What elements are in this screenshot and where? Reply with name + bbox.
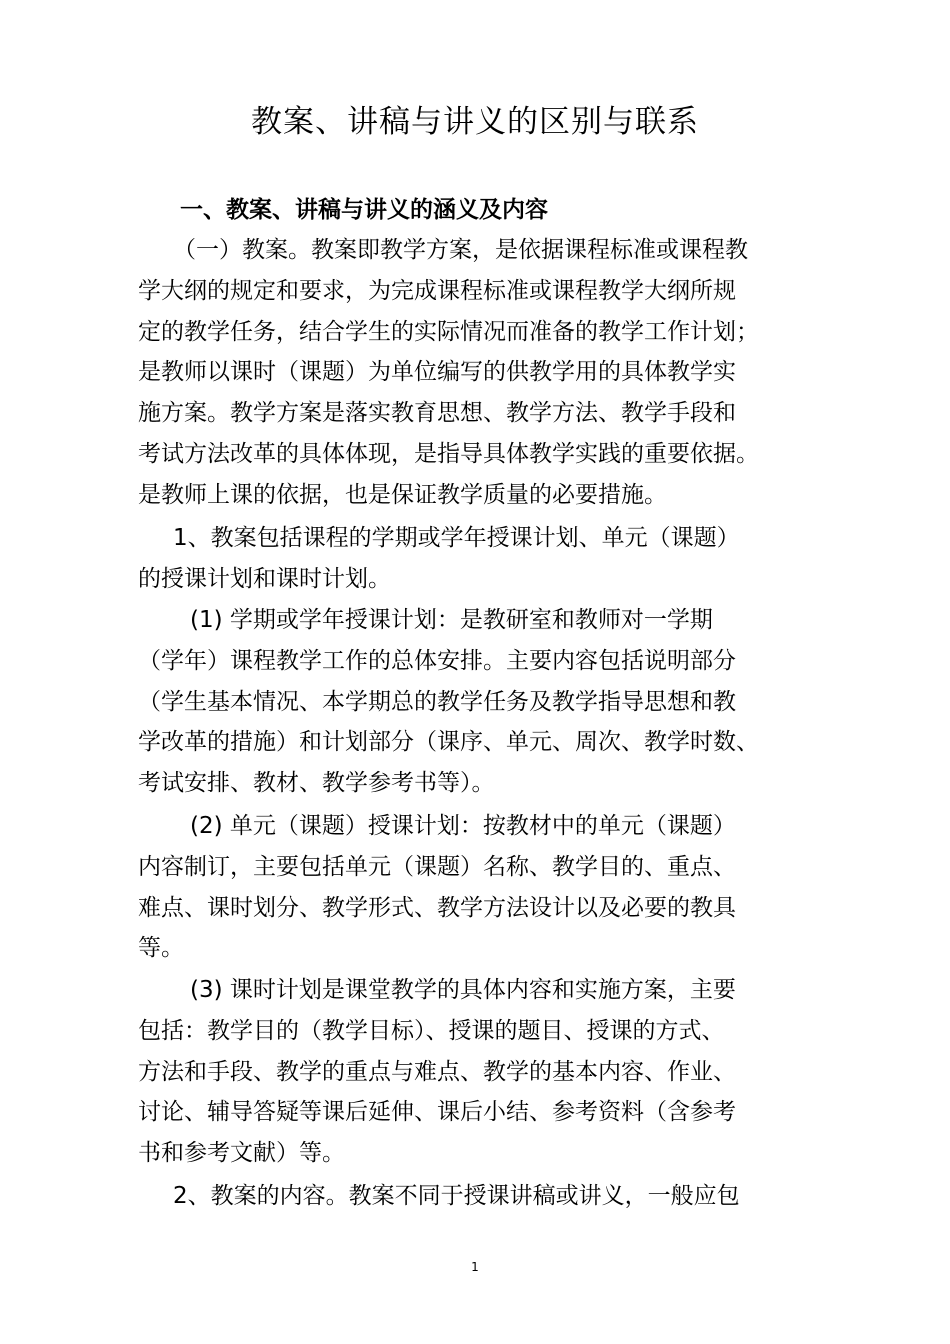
paragraph-line: 考试方法改革的具体体现，是指导具体教学实践的重要依据。: [138, 440, 759, 467]
paragraph-line: 内容制订，主要包括单元（课题）名称、教学目的、重点、: [138, 853, 736, 880]
paragraph-line: 包括：教学目的（教学目标）、授课的题目、授课的方式、: [138, 1017, 725, 1044]
paragraph-line: （学生基本情况、本学期总的教学任务及教学指导思想和教: [138, 688, 736, 715]
paragraph-line: 1、教案包括课程的学期或学年授课计划、单元（课题）: [173, 525, 740, 551]
paragraph-semester-plan: [138, 600, 818, 804]
paragraph-line: 施方案。教学方案是落实教育思想、教学方法、教学手段和: [138, 400, 736, 427]
paragraph-line: (1) 学期或学年授课计划：是教研室和教师对一学期: [190, 607, 713, 633]
paragraph-line: (3) 课时计划是课堂教学的具体内容和实施方案，主要: [190, 977, 736, 1003]
paragraph-line: 是教师以课时（课题）为单位编写的供教学用的具体教学实: [138, 359, 736, 386]
paragraph-teaching-plan-scope: [138, 518, 818, 600]
paragraph-line: 学改革的措施）和计划部分（课序、单元、周次、教学时数、: [138, 729, 759, 756]
paragraph-line: 是教师上课的依据，也是保证教学质量的必要措施。: [138, 481, 667, 508]
paragraph-line: 书和参考文献）等。: [138, 1140, 345, 1167]
paragraph-line: （一）教案。教案即教学方案，是依据课程标准或课程教: [173, 237, 748, 263]
paragraph-line: （学年）课程教学工作的总体安排。主要内容包括说明部分: [138, 647, 736, 674]
paragraph-line: 讨论、辅导答疑等课后延伸、课后小结、参考资料（含参考: [138, 1099, 736, 1126]
paragraph-teaching-plan-definition: [138, 230, 818, 516]
paragraph-line: 考试安排、教材、教学参考书等）。: [138, 770, 495, 797]
paragraph-lesson-plan: [138, 970, 818, 1174]
paragraph-line: 2、教案的内容。教案不同于授课讲稿或讲义，一般应包: [173, 1183, 740, 1209]
document-title: 教案、讲稿与讲义的区别与联系: [251, 104, 699, 140]
paragraph-line: 学大纲的规定和要求，为完成课程标准或课程教学大纲所规: [138, 277, 736, 304]
paragraph-teaching-plan-content: [138, 1176, 818, 1217]
paragraph-line: 定的教学任务，结合学生的实际情况而准备的教学工作计划；: [138, 318, 759, 345]
paragraph-line: 等。: [138, 935, 184, 962]
page-number: 1: [471, 1260, 479, 1274]
paragraph-line: (2) 单元（课题）授课计划：按教材中的单元（课题）: [190, 813, 736, 839]
section-heading: 一、教案、讲稿与讲义的涵义及内容: [180, 197, 548, 223]
paragraph-line: 的授课计划和课时计划。: [138, 565, 391, 592]
paragraph-unit-plan: [138, 806, 818, 969]
paragraph-line: 方法和手段、教学的重点与难点、教学的基本内容、作业、: [138, 1058, 736, 1085]
paragraph-line: 难点、课时划分、教学形式、教学方法设计以及必要的教具: [138, 894, 736, 921]
